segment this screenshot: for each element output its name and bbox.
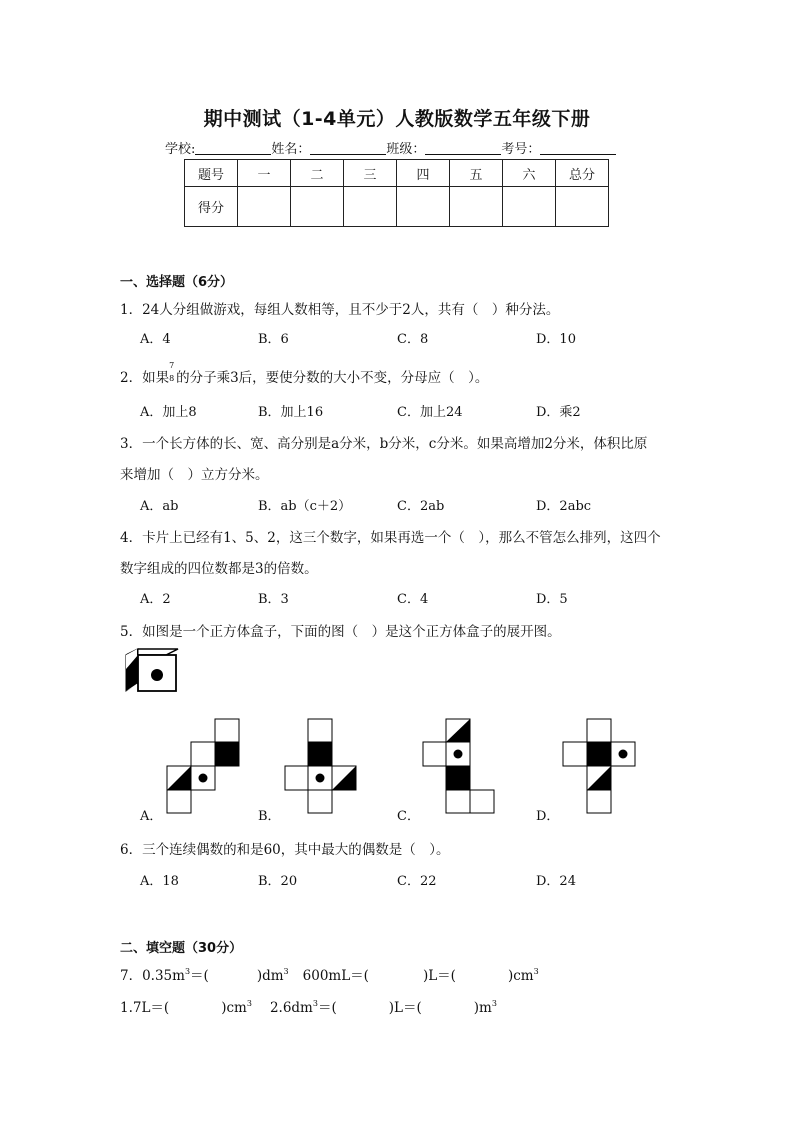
class-field[interactable] [425, 141, 501, 155]
score-cell[interactable] [397, 187, 450, 227]
score-row-label: 得分 [185, 187, 238, 227]
score-head-cell: 五 [450, 160, 503, 187]
q3-option-d[interactable]: D．2abc [536, 499, 592, 514]
score-head-cell: 六 [503, 160, 556, 187]
cubic-superscript: 3 [312, 999, 318, 1008]
q4-option-b[interactable]: B．3 [258, 592, 289, 607]
q2-text-after: 的分子乘3后，要使分数的大小不变，分母应（ ）。 [176, 370, 489, 386]
school-field[interactable] [195, 141, 271, 155]
q6-option-d[interactable]: D．24 [536, 874, 576, 889]
score-cell[interactable] [238, 187, 291, 227]
q3-option-b[interactable]: B．ab（c＋2） [258, 499, 352, 514]
q7-line2-d: ＝( [317, 1000, 337, 1016]
score-head-cell: 总分 [556, 160, 609, 187]
q4-option-a[interactable]: A．2 [140, 592, 171, 607]
q5-option-c[interactable]: C． [397, 809, 420, 824]
section-1-heading: 一、选择题（6分） [120, 275, 234, 290]
net-figure-a [165, 718, 245, 814]
score-cell[interactable] [344, 187, 397, 227]
q4-option-c[interactable]: C．4 [397, 592, 429, 607]
q7-e: )L＝( [422, 968, 456, 984]
cubic-superscript: 3 [491, 999, 497, 1008]
page-title: 期中测试（1-4单元）人教版数学五年级下册 [203, 108, 591, 130]
score-table [184, 159, 609, 227]
question-6-text: 6．三个连续偶数的和是60，其中最大的偶数是（ ）。 [120, 842, 450, 858]
score-head-cell: 三 [344, 160, 397, 187]
q7-b: ＝( [190, 968, 209, 984]
q1-option-b[interactable]: B．6 [258, 332, 289, 347]
fraction-numerator: 7 [169, 361, 175, 370]
q4-option-d[interactable]: D．5 [536, 592, 568, 607]
q6-option-c[interactable]: C．22 [397, 874, 437, 889]
question-4-text-line2: 数字组成的四位数都是3的倍数。 [120, 561, 318, 577]
question-2-text [120, 361, 489, 386]
cubic-superscript: 3 [283, 967, 289, 976]
q3-option-c[interactable]: C．2ab [397, 499, 445, 514]
exam-number-field[interactable] [540, 141, 616, 155]
net-figure-b [284, 718, 364, 814]
q7-line-2 [120, 996, 497, 1016]
q1-option-a[interactable]: A．4 [140, 332, 171, 347]
net-figure-c [422, 718, 502, 814]
q2-text-before: 2．如果 [120, 370, 170, 386]
q7-d: 600mL＝( [302, 968, 369, 984]
score-table-score-row [185, 187, 609, 227]
score-table-header-row [185, 160, 609, 187]
class-label: 班级： [386, 142, 426, 157]
cube-dot [151, 669, 163, 681]
q1-option-c[interactable]: C．8 [397, 332, 429, 347]
q1-option-d[interactable]: D．10 [536, 332, 576, 347]
score-cell[interactable] [556, 187, 609, 227]
score-cell[interactable] [503, 187, 556, 227]
q7-line-1 [120, 964, 539, 984]
fraction-seven-eighths [169, 361, 176, 383]
q7-line2-b: )cm [221, 1000, 247, 1016]
score-cell[interactable] [291, 187, 344, 227]
cubic-superscript: 3 [246, 999, 252, 1008]
q7-line2-c: 2.6dm [269, 1000, 313, 1016]
q7-line2-f: )m [473, 1000, 492, 1016]
q5-option-d[interactable]: D． [536, 809, 560, 824]
q6-option-b[interactable]: B．20 [258, 874, 298, 889]
net-figure-d [562, 718, 642, 814]
q6-option-a[interactable]: A．18 [140, 874, 179, 889]
score-head-cell: 题号 [185, 160, 238, 187]
question-5-text: 5．如图是一个正方体盒子，下面的图（ ）是这个正方体盒子的展开图。 [120, 624, 561, 640]
q2-option-b[interactable]: B．加上16 [258, 405, 324, 420]
cubic-superscript: 3 [533, 967, 539, 976]
q2-option-c[interactable]: C．加上24 [397, 405, 463, 420]
q7-line2-a: 1.7L＝( [120, 1000, 170, 1016]
fraction-denominator: 8 [169, 374, 175, 383]
q5-option-a[interactable]: A． [140, 809, 163, 824]
score-head-cell: 一 [238, 160, 291, 187]
q7-a: 7．0.35m [120, 968, 185, 984]
q2-option-d[interactable]: D．乘2 [536, 405, 581, 420]
question-1-text: 1．24人分组做游戏，每组人数相等，且不少于2人，共有（ ）种分法。 [120, 302, 560, 318]
score-head-cell: 四 [397, 160, 450, 187]
cubic-superscript: 3 [184, 967, 191, 976]
q7-line2-e: )L＝( [388, 1000, 422, 1016]
question-3-text-line2: 来增加（ ）立方分米。 [120, 467, 269, 483]
question-3-text-line1: 3．一个长方体的长、宽、高分别是a分米，b分米，c分米。如果高增加2分米，体积比原 [120, 436, 648, 452]
q3-option-a[interactable]: A．ab [140, 499, 179, 514]
score-head-cell: 二 [291, 160, 344, 187]
score-cell[interactable] [450, 187, 503, 227]
name-label: 姓名： [271, 142, 311, 157]
q5-option-b[interactable]: B． [258, 809, 281, 824]
name-field[interactable] [310, 141, 386, 155]
q2-option-a[interactable]: A．加上8 [140, 405, 197, 420]
question-4-text-line1: 4．卡片上已经有1、5、2，这三个数字，如果再选一个（ ），那么不管怎么排列，这四个 [120, 530, 661, 546]
school-label: 学校: [165, 142, 196, 157]
student-info-line [165, 138, 616, 157]
exam-number-label: 考号： [501, 142, 541, 157]
q7-f: )cm [507, 968, 534, 984]
cube-figure [124, 647, 180, 695]
q7-c: )dm [256, 968, 284, 984]
section-2-heading: 二、填空题（30分） [120, 941, 243, 956]
